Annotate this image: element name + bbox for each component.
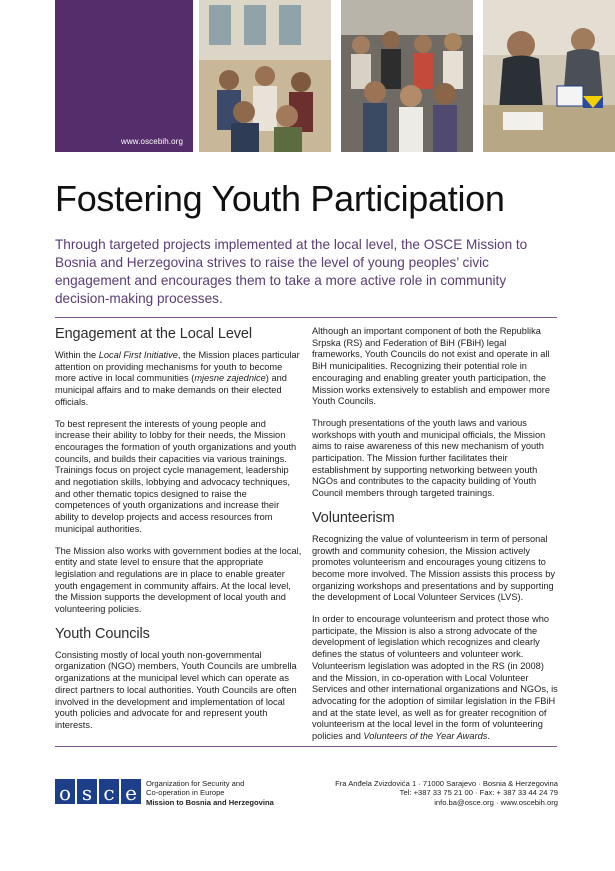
- photo-youth-meeting-table: [483, 0, 615, 152]
- section-heading-engagement: Engagement at the Local Level: [55, 326, 253, 342]
- organization-name: [146, 779, 274, 807]
- brand-color-block: [55, 0, 193, 152]
- address: Fra Anđela Zvizdovića 1 · 71000 Sarajevo · Bosnia & Herzegovina: [335, 779, 558, 788]
- paragraph-trainings: To best represent the interests of young people and increase their ability to lobby for their needs, the Mission encourages the formation of youth organizations and youth councils, and builds their capacities via various trainings. Trainings focus on project cycle management, leadership and negotiation skills, lobbying and advocacy techniques, and other thematic topics designed to raise the competences of youth organizations and increase their ability to develop projects and access resources from municipal authorities.: [55, 418, 297, 534]
- header-banner: [55, 0, 615, 152]
- section-heading-volunteerism: Volunteerism: [312, 509, 395, 526]
- logo-letter: s: [77, 779, 97, 804]
- logo-letter: o: [55, 779, 75, 804]
- phone-fax: Tel: +387 33 75 21 00 · Fax: + 387 33 44 24 79: [399, 788, 558, 798]
- paragraph-local-first: Within the Local First Initiative, the Mission places particular attention on providing mechanisms for youth to become more active in local communities (mjesne zajednice) and municipal affairs and to make demands on their elected officials.: [55, 350, 300, 407]
- logo-letter: c: [99, 779, 119, 804]
- right-column: [312, 326, 558, 753]
- paragraph-presentations: Through presentations of the youth laws and various workshops with youth and municipal officials, the Mission aims to raise awareness of this new mechanism of youth participation. The Mission further facilitates their establishment by supporting networking between youth NGOs and contributes to the capacity building of Youth Council members through targeted trainings.: [312, 417, 546, 499]
- paragraph-legal-frameworks: Although an important component of both the Republika Srpska (RS) and Federation of BiH (FBiH) legal frameworks, Youth Councils do not exist and operate in all BiH municipalities. Recognizing their potential role in encouraging and enabling greater youth participation, the Mission works extensively to establish and empower more Youth Councils.: [312, 326, 551, 407]
- logo-letter: e: [121, 779, 141, 804]
- paragraph-volunteerism-legislation: In order to encourage volunteerism and protect those who participate, the Mission is also a strong advocate of the development of legislation which recognizes and clearly defines the status of volunteers and volunteer work. Volunteerism legislation was adopted in the RS (in 2008) and the Mission, in co-operation with Local Volunteer Services and other international organizations and NGOs, is advocating for the adoption of similar legislation in the FBiH and at the state level, as well as for greater recognition of volunteerism at the local level in the form of volunteering policies and Volunteers of the Year Awards.: [312, 614, 558, 742]
- footer-divider: [55, 746, 557, 747]
- mission-name: Mission to Bosnia and Herzegovina: [146, 797, 274, 807]
- paragraph-youth-councils: Consisting mostly of local youth non-governmental organization (NGO) members, Youth Councils are umbrella organizations at the municipal level which can operate as direct partners to local authorities. Youth Councils are often involved in the development and implementation of local youth policies and advocate for and represent youth interests.: [55, 649, 297, 730]
- photo-youth-crowd: [341, 0, 473, 152]
- divider: [55, 317, 557, 318]
- org-line: Co-operation in Europe: [146, 788, 225, 798]
- section-heading-youth-councils: Youth Councils: [55, 625, 150, 642]
- website-url[interactable]: www.oscebih.org: [121, 137, 183, 146]
- osce-logo: [55, 779, 143, 804]
- contact-info: [335, 779, 558, 807]
- lead-paragraph: Through targeted projects implemented at the local level, the OSCE Mission to Bosnia and Herzegovina strives to raise the level of young peoples’ civic engagement and encourages them to take a more active role in community decision-making processes.: [55, 237, 528, 306]
- photo-youth-group-classroom: [199, 0, 331, 152]
- left-column: [55, 326, 302, 742]
- paragraph-government-bodies: The Mission also works with government bodies at the local, entity and state level to ensure that the appropriate legislation and regulations are in place to enable greater youth engagement in community affairs. At the local level, the Mission supports the development of local youth and volunteering policies.: [55, 545, 302, 615]
- page-title: Fostering Youth Participation: [55, 178, 505, 219]
- email-website[interactable]: info.ba@osce.org · www.oscebih.org: [434, 797, 558, 807]
- paragraph-volunteerism-value: Recognizing the value of volunteerism in term of personal growth and community cohesion, the Mission actively promotes volunteerism and encourages young citizens to become more involved. The Mission assists this process by organizing workshops and presentations and by supporting the development of Local Volunteer Services (LVS).: [312, 533, 555, 603]
- org-line: Organization for Security and: [146, 779, 245, 788]
